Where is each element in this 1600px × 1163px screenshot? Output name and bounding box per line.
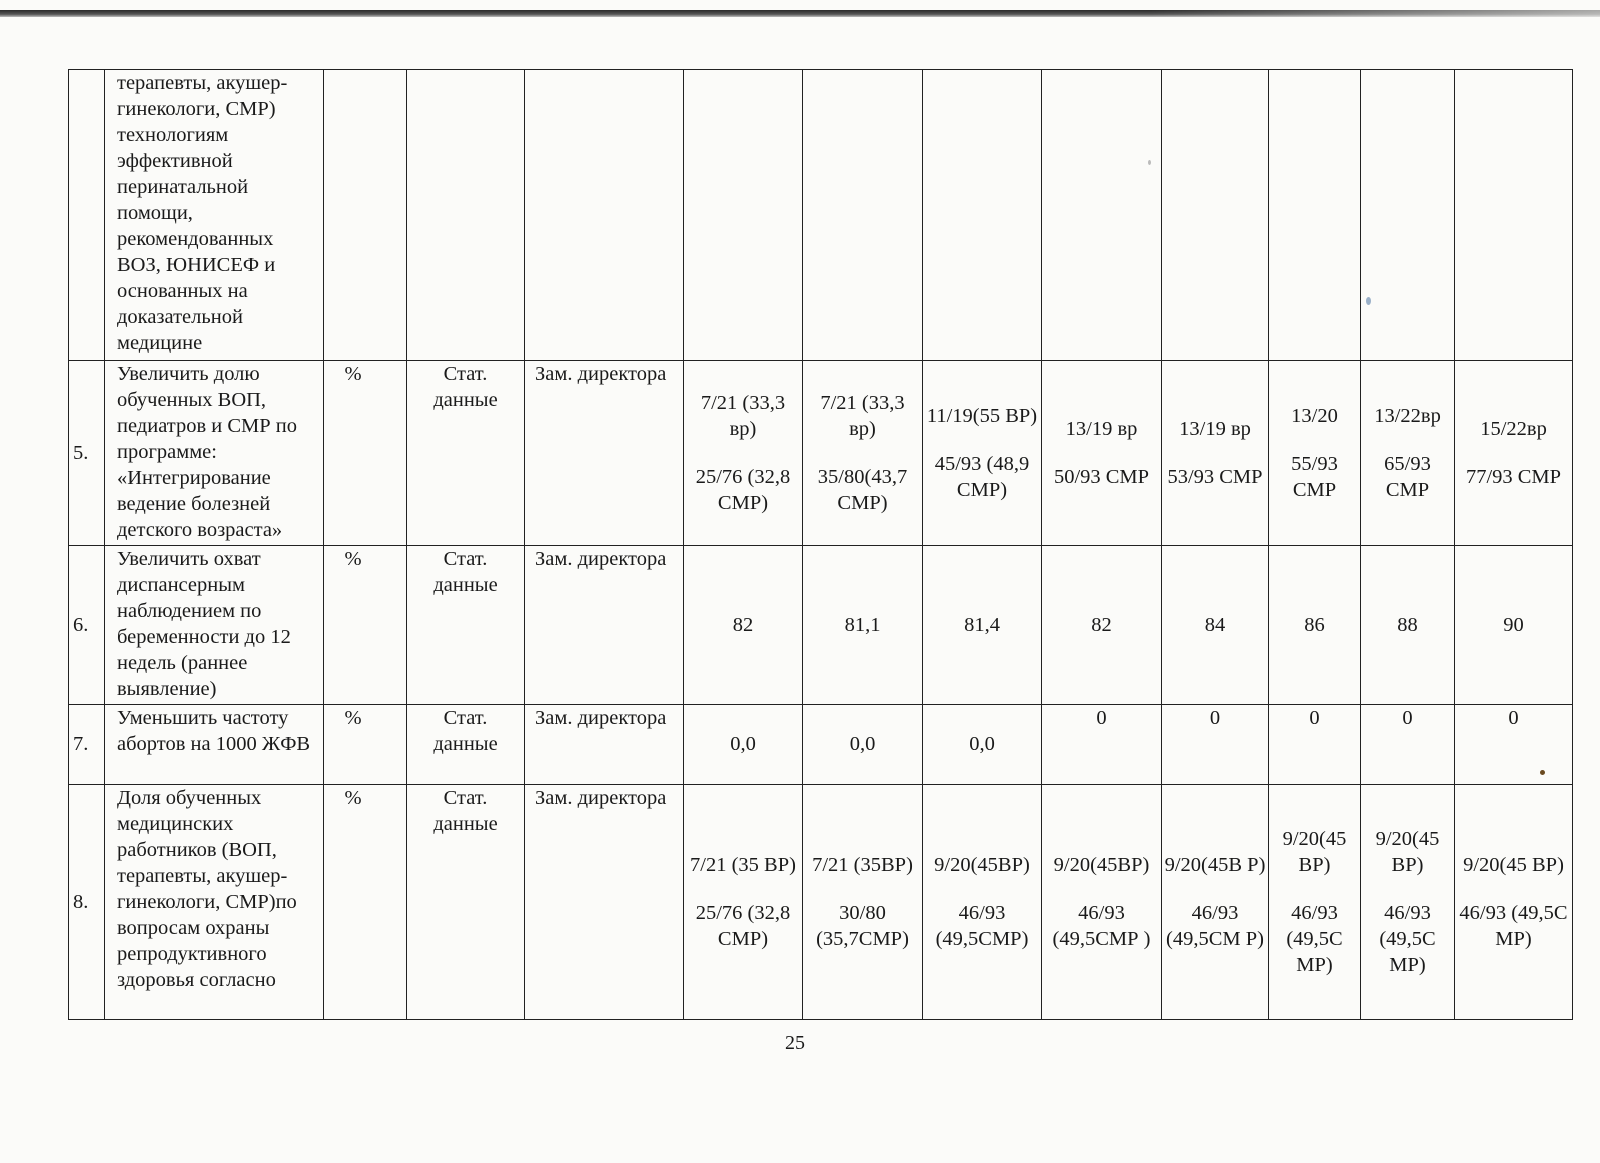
value-cell bbox=[803, 360, 923, 545]
value-cell: 84 bbox=[1162, 545, 1269, 704]
value-line: 55/93 СМР bbox=[1291, 452, 1338, 501]
value-line: 9/20(45ВР) bbox=[934, 853, 1030, 876]
value-line: 50/93 СМР bbox=[1053, 465, 1150, 488]
row-number: 6. bbox=[69, 545, 105, 704]
value-cell bbox=[684, 70, 803, 361]
value-line: 30/80 (35,7СМР) bbox=[816, 901, 909, 950]
value-cell bbox=[1361, 360, 1455, 545]
value-cell bbox=[1269, 784, 1361, 1019]
unit-cell: % bbox=[324, 545, 407, 704]
responsible-cell bbox=[525, 70, 684, 361]
value-line: 15/22вр bbox=[1480, 417, 1547, 440]
value-cell bbox=[1042, 70, 1162, 361]
table-row bbox=[69, 784, 1573, 1019]
value-line: 53/93 СМР bbox=[1167, 465, 1263, 488]
source-cell: Стат. данные bbox=[407, 545, 525, 704]
value-cell bbox=[1455, 784, 1573, 1019]
indicators-table bbox=[68, 69, 1573, 1020]
value-cell: 0,0 bbox=[923, 704, 1042, 784]
value-cell bbox=[1162, 70, 1269, 361]
source-cell: Стат. данные bbox=[407, 704, 525, 784]
value-line: 46/93 (49,5СМР) bbox=[935, 901, 1029, 950]
value-cell bbox=[1162, 360, 1269, 545]
value-cell: 81,4 bbox=[923, 545, 1042, 704]
value-cell bbox=[1269, 360, 1361, 545]
row-number: 5. bbox=[69, 360, 105, 545]
value-cell: 0,0 bbox=[684, 704, 803, 784]
source-cell bbox=[407, 70, 525, 361]
value-cell bbox=[923, 360, 1042, 545]
table-row bbox=[69, 70, 1573, 361]
value-cell: 82 bbox=[684, 545, 803, 704]
responsible-cell: Зам. директора bbox=[525, 545, 684, 704]
value-line: 13/19 вр bbox=[1179, 417, 1251, 440]
page-number: 25 bbox=[785, 1032, 805, 1054]
value-line: 45/93 (48,9 СМР) bbox=[934, 452, 1030, 501]
value-cell: 82 bbox=[1042, 545, 1162, 704]
value-cell: 81,1 bbox=[803, 545, 923, 704]
value-cell bbox=[1042, 784, 1162, 1019]
value-cell: 0 bbox=[1361, 704, 1455, 784]
value-line: 7/21 (33,3 вр) bbox=[700, 391, 786, 440]
value-cell bbox=[684, 784, 803, 1019]
scan-speck bbox=[1366, 297, 1371, 305]
row-number bbox=[69, 70, 105, 361]
value-cell: 0 bbox=[1042, 704, 1162, 784]
source-cell: Стат. данные bbox=[407, 360, 525, 545]
value-cell bbox=[1361, 784, 1455, 1019]
row-number: 7. bbox=[69, 704, 105, 784]
value-cell bbox=[1455, 70, 1573, 361]
value-line: 65/93 СМР bbox=[1384, 452, 1431, 501]
scan-speck bbox=[1148, 160, 1151, 165]
value-cell bbox=[1455, 360, 1573, 545]
responsible-cell: Зам. директора bbox=[525, 704, 684, 784]
value-cell: 0 bbox=[1269, 704, 1361, 784]
table-row bbox=[69, 545, 1573, 704]
unit-cell: % bbox=[324, 704, 407, 784]
value-line: 9/20(45 ВР) bbox=[1282, 827, 1347, 876]
value-line: 13/19 вр bbox=[1065, 417, 1138, 440]
value-line: 46/93 (49,5С МР) bbox=[1286, 901, 1343, 976]
value-line: 9/20(45 ВР) bbox=[1375, 827, 1440, 876]
indicator-text: Увеличить охват диспансерным наблюдением по беременности до 12 недель (раннее выявление) bbox=[105, 545, 324, 704]
value-cell bbox=[1269, 70, 1361, 361]
responsible-cell: Зам. директора bbox=[525, 784, 684, 1019]
unit-cell: % bbox=[324, 784, 407, 1019]
value-line: 46/93 (49,5С МР) bbox=[1379, 901, 1436, 976]
value-line: 7/21 (35 ВР) bbox=[690, 853, 796, 876]
responsible-cell: Зам. директора bbox=[525, 360, 684, 545]
value-cell bbox=[803, 70, 923, 361]
value-line: 13/22вр bbox=[1374, 404, 1441, 427]
indicator-text: Увеличить долю обученных ВОП, педиатров и СМР по программе: «Интегрирование ведение болезней детского возраста» bbox=[105, 360, 324, 545]
table-row bbox=[69, 704, 1573, 784]
value-line: 25/76 (32,8 СМР) bbox=[695, 465, 791, 514]
value-cell bbox=[1361, 70, 1455, 361]
value-line: 77/93 СМР bbox=[1465, 465, 1562, 488]
value-cell: 86 bbox=[1269, 545, 1361, 704]
value-line: 9/20(45В Р) bbox=[1164, 853, 1266, 876]
value-line: 7/21 (35ВР) bbox=[812, 853, 913, 876]
value-line: 9/20(45 ВР) bbox=[1463, 853, 1564, 876]
row-number: 8. bbox=[69, 784, 105, 1019]
indicator-text: Доля обученных медицинских работников (ВОП, терапевты, акушер-гинекологи, СМР)по вопросам охраны репродуктивного здоровья согласно bbox=[105, 784, 324, 1019]
value-line: 46/93 (49,5СМР ) bbox=[1052, 901, 1151, 950]
value-cell bbox=[923, 784, 1042, 1019]
value-line: 46/93 (49,5С МР) bbox=[1459, 901, 1568, 950]
scan-speck bbox=[1540, 770, 1545, 775]
value-cell: 0 bbox=[1162, 704, 1269, 784]
indicator-text: терапевты, акушер-гинекологи, СМР) технологиям эффективной перинатальной помощи, рекомендованных ВОЗ, ЮНИСЕФ и основанных на доказательной медицине bbox=[105, 70, 324, 361]
value-line: 13/20 bbox=[1291, 404, 1338, 427]
value-line: 25/76 (32,8 СМР) bbox=[695, 901, 791, 950]
value-cell bbox=[684, 360, 803, 545]
value-cell: 90 bbox=[1455, 545, 1573, 704]
indicator-text: Уменьшить частоту абортов на 1000 ЖФВ bbox=[105, 704, 324, 784]
unit-cell: % bbox=[324, 360, 407, 545]
value-line: 7/21 (33,3 вр) bbox=[820, 391, 905, 440]
value-cell bbox=[1162, 784, 1269, 1019]
unit-cell bbox=[324, 70, 407, 361]
value-cell bbox=[803, 784, 923, 1019]
source-cell: Стат. данные bbox=[407, 784, 525, 1019]
value-line: 35/80(43,7 СМР) bbox=[817, 465, 908, 514]
value-line: 11/19(55 ВР) bbox=[926, 404, 1038, 427]
value-cell bbox=[923, 70, 1042, 361]
value-cell bbox=[1042, 360, 1162, 545]
scan-edge-fade bbox=[1150, 10, 1600, 17]
value-line: 9/20(45ВР) bbox=[1053, 853, 1150, 876]
value-line: 46/93 (49,5СМ Р) bbox=[1166, 901, 1264, 950]
table-row bbox=[69, 360, 1573, 545]
value-cell: 88 bbox=[1361, 545, 1455, 704]
value-cell: 0,0 bbox=[803, 704, 923, 784]
value-cell: 0 bbox=[1455, 704, 1573, 784]
